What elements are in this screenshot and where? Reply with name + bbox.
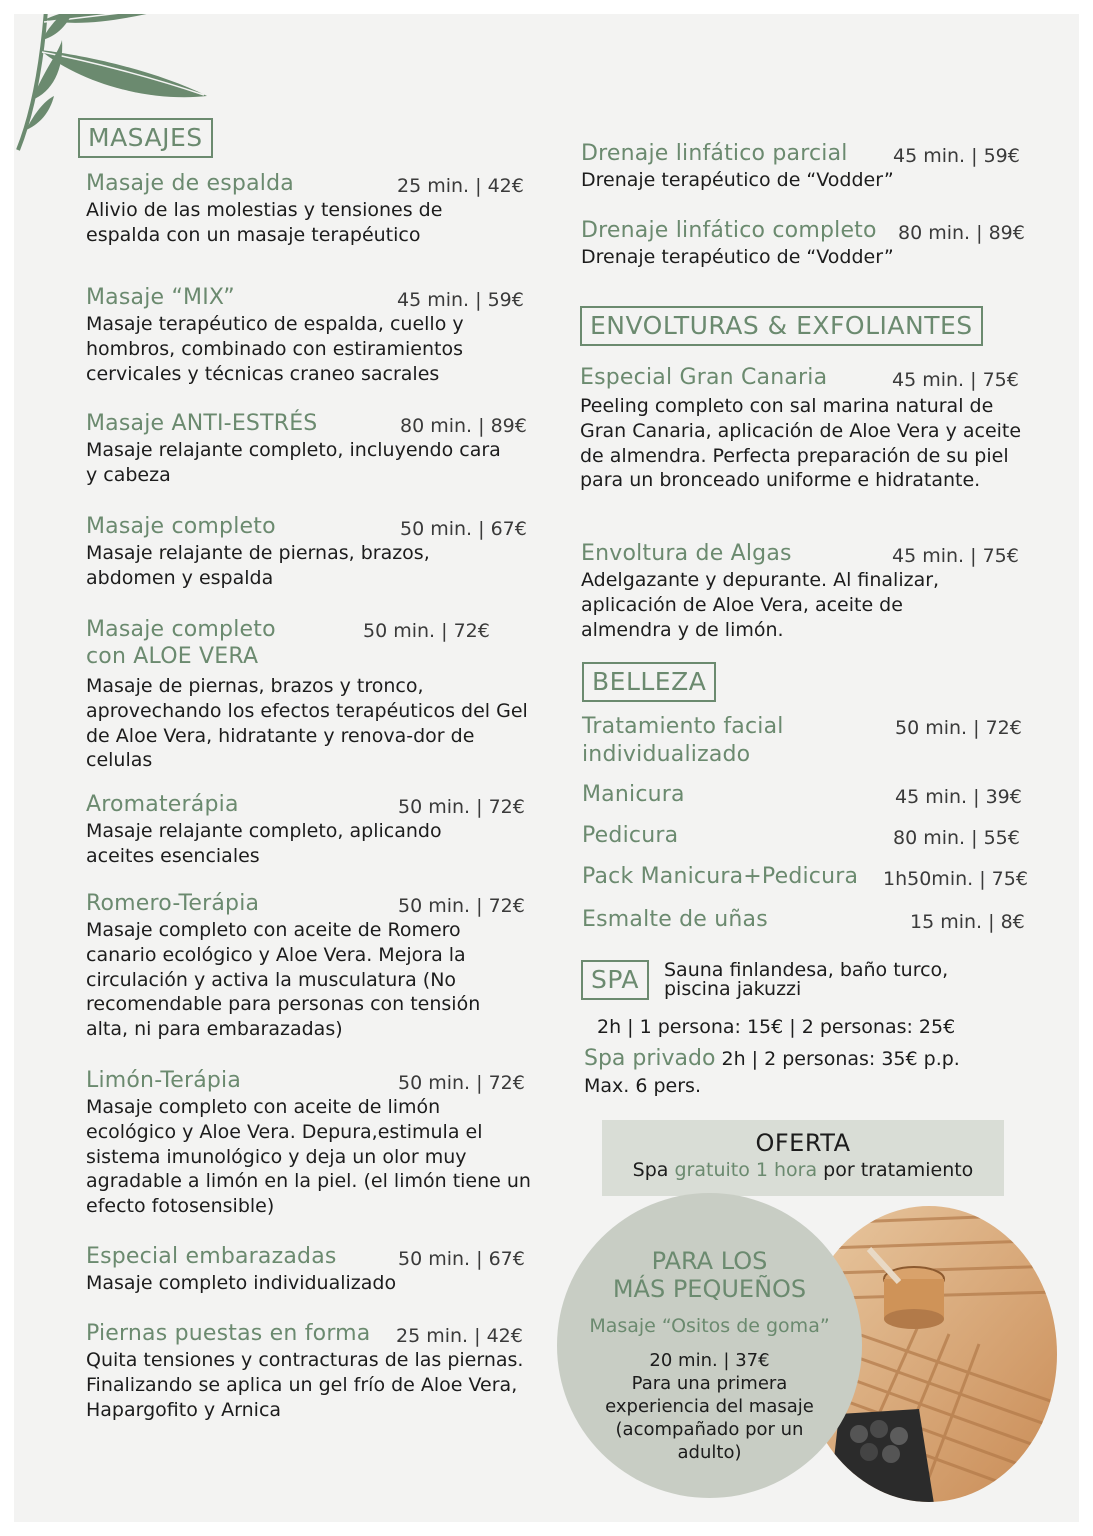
- service-name: Masaje completo: [86, 514, 276, 539]
- service-item: [86, 285, 536, 386]
- service-name: Masaje de espalda: [86, 171, 294, 196]
- service-item: [86, 891, 536, 1042]
- service-price: 1h50min. | 75€: [883, 868, 1028, 890]
- kids-price: 20 min. | 37€: [649, 1350, 770, 1371]
- service-name: Esmalte de uñas: [582, 907, 768, 932]
- kids-circle: [557, 1193, 862, 1498]
- service-name: Drenaje linfático completo: [581, 218, 877, 243]
- offer-box: [602, 1120, 1004, 1196]
- service-name: Pedicura: [582, 823, 679, 848]
- offer-text-pre: Spa: [632, 1159, 675, 1181]
- service-description: Adelgazante y depurante. Al finalizar, aplicación de Aloe Vera, aceite de almendra y de limón.: [581, 569, 940, 641]
- service-item: [582, 782, 1042, 808]
- service-name: Masaje completo con ALOE VERA: [86, 617, 276, 669]
- offer-highlight: gratuito 1 hora: [674, 1159, 818, 1181]
- service-name: Masaje “MIX”: [86, 285, 235, 310]
- section-heading-envolturas: ENVOLTURAS & EXFOLIANTES: [580, 306, 983, 346]
- service-price: 50 min. | 67€: [400, 518, 527, 540]
- service-name: Especial Gran Canaria: [580, 365, 828, 390]
- service-price: 45 min. | 75€: [892, 545, 1019, 567]
- service-price: 50 min. | 67€: [398, 1248, 525, 1270]
- service-item: [581, 141, 1041, 193]
- service-description: Quita tensiones y contracturas de las piernas. Finalizando se aplica un gel frío de Aloe Vera, Hapargofito y Arnica: [86, 1349, 524, 1421]
- service-name: Masaje ANTI-ESTRÉS: [86, 411, 318, 436]
- service-item: [582, 713, 1042, 769]
- service-price: 50 min. | 72€: [398, 1072, 525, 1094]
- service-price: 80 min. | 55€: [893, 827, 1020, 849]
- service-price: 45 min. | 39€: [895, 786, 1022, 808]
- service-description: Alivio de las molestias y tensiones de espalda con un masaje terapéutico: [86, 199, 443, 246]
- kids-service-name: Masaje “Ositos de goma”: [589, 1315, 830, 1337]
- offer-text: [602, 1157, 1004, 1183]
- spa-description: Sauna finlandesa, baño turco, piscina jakuzzi: [664, 959, 949, 1000]
- spa-max: Max. 6 pers.: [584, 1075, 701, 1097]
- service-name: Limón-Terápia: [86, 1068, 242, 1093]
- service-item: [86, 792, 536, 869]
- service-price: 80 min. | 89€: [898, 222, 1025, 244]
- service-description: Masaje relajante de piernas, brazos, abdomen y espalda: [86, 542, 430, 589]
- service-name: Especial embarazadas: [86, 1244, 337, 1269]
- service-price: 45 min. | 75€: [892, 369, 1019, 391]
- service-name: Drenaje linfático parcial: [581, 141, 848, 166]
- spa-menu-page: [14, 14, 1079, 1522]
- section-heading-masajes: MASAJES: [78, 118, 213, 158]
- kids-title: PARA LOS: [651, 1247, 768, 1275]
- section-heading-spa: SPA: [581, 960, 649, 1000]
- service-name: Manicura: [582, 782, 685, 807]
- service-price: 45 min. | 59€: [893, 145, 1020, 167]
- service-item: [86, 514, 536, 591]
- service-name: Aromaterápia: [86, 792, 239, 817]
- service-item: [86, 1321, 536, 1422]
- service-item: [582, 864, 1052, 890]
- service-price: 15 min. | 8€: [910, 911, 1025, 933]
- service-description: Masaje de piernas, brazos y tronco, aprovechando los efectos terapéuticos del Gel de Aloe Vera, hidratante y renova-dor de celulas: [86, 675, 528, 772]
- service-item: [580, 365, 1045, 493]
- service-description: Masaje completo con aceite de limón ecológico y Aloe Vera. Depura,estimula el sistema imunológico y deja un olor muy agradable a limón en la piel. (el limón tiene un efecto fotosensible): [86, 1096, 531, 1218]
- service-price: 25 min. | 42€: [396, 1325, 523, 1347]
- service-name: Piernas puestas en forma: [86, 1321, 371, 1346]
- service-price: 50 min. | 72€: [895, 717, 1022, 739]
- service-item: [581, 541, 1046, 642]
- service-price: 50 min. | 72€: [363, 620, 490, 642]
- offer-title: OFERTA: [755, 1129, 851, 1157]
- service-item: [581, 218, 1041, 270]
- offer-text-post: por tratamiento: [817, 1159, 974, 1181]
- service-price: 25 min. | 42€: [397, 175, 524, 197]
- service-description: Drenaje terapéutico de “Vodder”: [581, 169, 894, 191]
- spa-privado-label: Spa privado: [584, 1046, 716, 1071]
- service-item: [86, 171, 536, 248]
- service-price: 50 min. | 72€: [398, 796, 525, 818]
- service-description: Masaje relajante completo, aplicando aceites esenciales: [86, 820, 442, 867]
- service-item: [86, 411, 536, 488]
- service-price: 50 min. | 72€: [398, 895, 525, 917]
- service-description: Masaje terapéutico de espalda, cuello y hombros, combinado con estiramientos cervicales y técnicas craneo sacrales: [86, 313, 464, 385]
- service-item: [86, 1244, 536, 1296]
- service-description: Masaje completo individualizado: [86, 1272, 397, 1294]
- section-heading-belleza: BELLEZA: [582, 662, 716, 702]
- service-item: [582, 823, 1042, 849]
- spa-privado-price: 2h | 2 personas: 35€ p.p.: [715, 1048, 960, 1070]
- service-description: Drenaje terapéutico de “Vodder”: [581, 246, 894, 268]
- service-name: Tratamiento facial individualizado: [582, 714, 784, 767]
- service-description: Masaje relajante completo, incluyendo cara y cabeza: [86, 439, 501, 486]
- service-item: [86, 1068, 536, 1219]
- service-item: [582, 907, 1042, 933]
- spa-privado: [584, 1046, 960, 1071]
- service-name: Pack Manicura+Pedicura: [582, 864, 859, 889]
- kids-description: Para una primera experiencia del masaje (acompañado por un adulto): [605, 1373, 814, 1463]
- service-item: [86, 616, 536, 773]
- service-description: Peeling completo con sal marina natural de Gran Canaria, aplicación de Aloe Vera y aceite de almendra. Perfecta preparación de su piel para un bronceado uniforme e hidratante.: [580, 395, 1022, 492]
- service-name: Envoltura de Algas: [581, 541, 792, 566]
- kids-title-2: MÁS PEQUEÑOS: [612, 1275, 807, 1303]
- service-price: 45 min. | 59€: [397, 289, 524, 311]
- spa-prices: 2h | 1 persona: 15€ | 2 personas: 25€: [597, 1016, 956, 1038]
- service-description: Masaje completo con aceite de Romero canario ecológico y Aloe Vera. Mejora la circulación y activa la musculatura (No recomendable para personas con tensión alta, ni para embarazadas): [86, 919, 481, 1041]
- service-price: 80 min. | 89€: [400, 415, 527, 437]
- service-name: Romero-Terápia: [86, 891, 260, 916]
